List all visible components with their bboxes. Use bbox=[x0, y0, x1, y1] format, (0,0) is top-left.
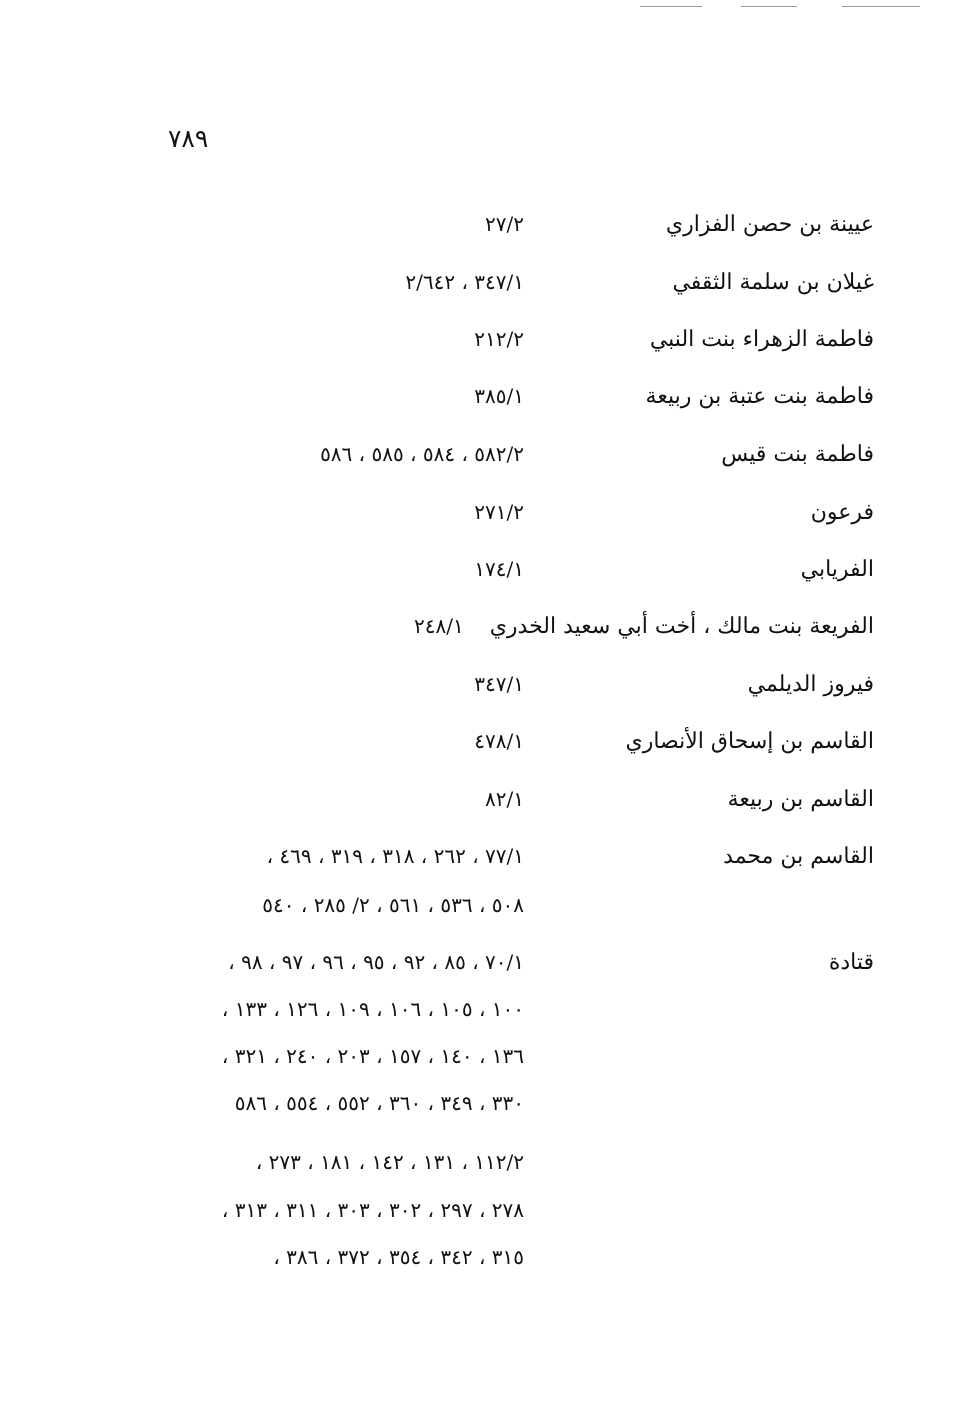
entry-refs: ٢٧١/٢ bbox=[474, 500, 524, 524]
entry-name: فاطمة بنت عتبة بن ربيعة bbox=[645, 384, 874, 409]
entry-refs-line: ٧٠/١ ، ٨٥ ، ٩٢ ، ٩٥ ، ٩٦ ، ٩٧ ، ٩٨ ، bbox=[228, 950, 524, 974]
header-rule bbox=[842, 6, 920, 7]
entry-refs-line: ٣٣٠ ، ٣٤٩ ، ٣٦٠ ، ٥٥٢ ، ٥٥٤ ، ٥٨٦ bbox=[234, 1091, 524, 1115]
entry-name-with-ref bbox=[414, 614, 874, 639]
entry-refs: ٢٤٨/١ bbox=[413, 614, 464, 638]
entry-refs: ٣٨٥/١ bbox=[474, 384, 524, 408]
entry-name: القاسم بن محمد bbox=[723, 844, 874, 869]
entry-refs-line: ١١٢/٢ ، ١٣١ ، ١٤٢ ، ١٨١ ، ٢٧٣ ، bbox=[255, 1150, 524, 1174]
entry-name: غيلان بن سلمة الثقفي bbox=[672, 270, 874, 295]
entry-name: فرعون bbox=[810, 500, 874, 525]
entry-refs-line: ٢٧٨ ، ٢٩٧ ، ٣٠٢ ، ٣٠٣ ، ٣١١ ، ٣١٣ ، bbox=[221, 1198, 524, 1222]
top-rules bbox=[0, 6, 979, 8]
entry-refs-line: ١٠٠ ، ١٠٥ ، ١٠٦ ، ١٠٩ ، ١٢٦ ، ١٣٣ ، bbox=[221, 997, 524, 1021]
entry-refs: ٣٤٧/١ bbox=[474, 672, 524, 696]
header-rule bbox=[640, 6, 702, 7]
header-rule bbox=[741, 6, 797, 7]
entry-name: قتادة bbox=[828, 950, 874, 975]
entry-refs: ٤٧٨/١ bbox=[474, 729, 524, 753]
entry-name: فيروز الديلمي bbox=[747, 672, 874, 697]
entry-refs-line: ٧٧/١ ، ٢٦٢ ، ٣١٨ ، ٣١٩ ، ٤٦٩ ، bbox=[266, 844, 524, 868]
entry-refs: ٨٢/١ bbox=[485, 787, 524, 811]
page-number: ٧٨٩ bbox=[168, 124, 209, 153]
entry-name: القاسم بن ربيعة bbox=[727, 787, 874, 812]
entry-name: الفريعة بنت مالك ، أخت أبي سعيد الخدري bbox=[489, 614, 874, 639]
entry-refs-line: ٥٠٨ ، ٥٣٦ ، ٥٦١ ، ٢/ ٢٨٥ ، ٥٤٠ bbox=[262, 893, 524, 917]
entry-refs: ٢٧/٢ bbox=[485, 212, 524, 236]
entry-refs-line: ٣١٥ ، ٣٤٢ ، ٣٥٤ ، ٣٧٢ ، ٣٨٦ ، bbox=[273, 1245, 524, 1269]
entry-name: فاطمة الزهراء بنت النبي bbox=[649, 327, 874, 352]
entry-name: عيينة بن حصن الفزاري bbox=[665, 212, 874, 237]
entry-name: الفريابي bbox=[800, 557, 874, 582]
entry-name: فاطمة بنت قيس bbox=[721, 442, 874, 467]
entry-refs: ٢١٢/٢ bbox=[474, 327, 524, 351]
entry-refs: ١٧٤/١ bbox=[474, 557, 524, 581]
entry-refs: ٥٨٢/٢ ، ٥٨٤ ، ٥٨٥ ، ٥٨٦ bbox=[320, 442, 524, 466]
entry-refs: ٣٤٧/١ ، ٢/٦٤٢ bbox=[405, 270, 524, 294]
entry-name: القاسم بن إسحاق الأنصاري bbox=[625, 729, 874, 754]
entry-refs-line: ١٣٦ ، ١٤٠ ، ١٥٧ ، ٢٠٣ ، ٢٤٠ ، ٣٢١ ، bbox=[221, 1044, 524, 1068]
